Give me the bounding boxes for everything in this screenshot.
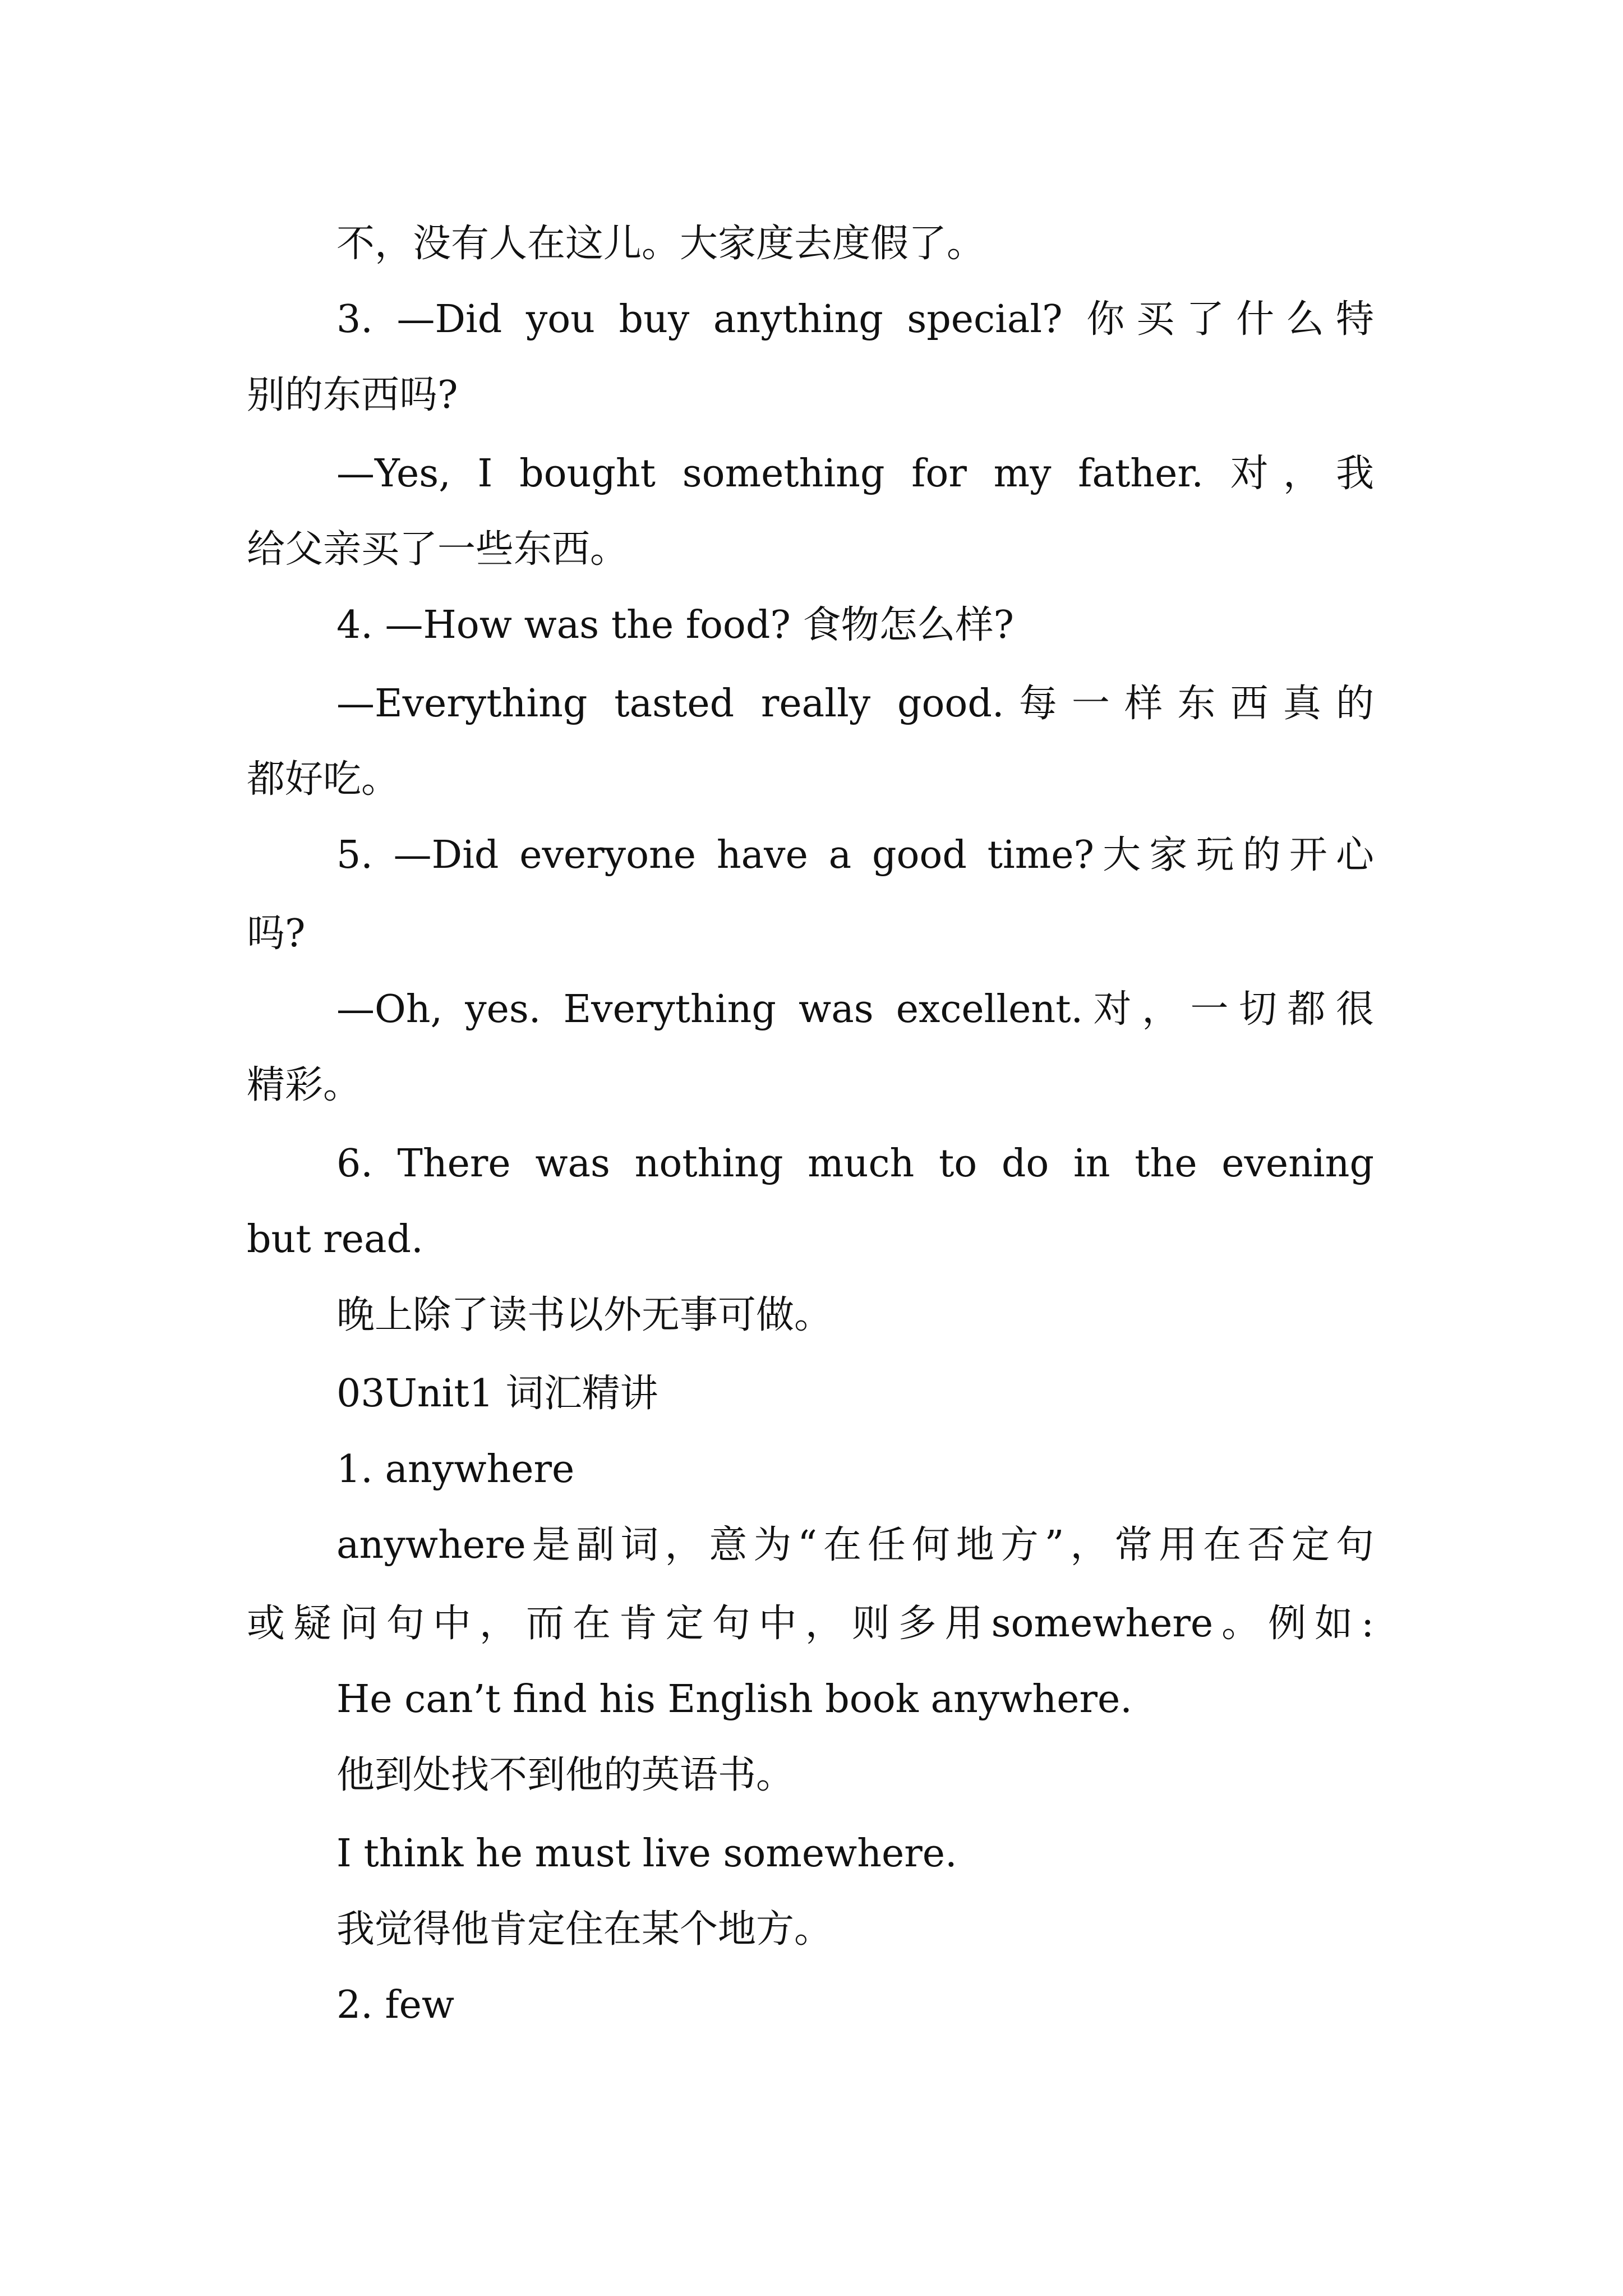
text-line: 别的东西吗? [247, 373, 458, 417]
text-line: but read. [247, 1217, 423, 1262]
text-line: 精彩。 [247, 1063, 362, 1107]
text-line: 3. —Did you buy anything special? 你买了什么特 [336, 297, 1374, 342]
text-line: 晚上除了读书以外无事可做。 [336, 1293, 833, 1337]
text-line: —Oh, yes. Everything was excellent.对，一切都很 [336, 987, 1374, 1032]
text-line: He can’t find his English book anywhere. [336, 1677, 1132, 1722]
text-line: 吗? [247, 912, 306, 956]
text-line: —Everything tasted really good.每一样东西真的 [336, 682, 1374, 726]
text-line: 都好吃。 [247, 757, 400, 802]
text-line: 他到处找不到他的英语书。 [336, 1753, 795, 1797]
text-line: 给父亲买了一些东西。 [247, 527, 629, 572]
text-line: —Yes, I bought something for my father. 对，我 [336, 452, 1374, 496]
text-line: 6. There was nothing much to do in the evening [336, 1142, 1374, 1186]
text-line: 5. —Did everyone have a good time?大家玩的开心 [336, 833, 1374, 877]
section-heading: 03Unit1 词汇精讲 [336, 1372, 658, 1416]
text-line: I think he must live somewhere. [336, 1832, 957, 1876]
text-line: 我觉得他肯定住在某个地方。 [336, 1907, 833, 1952]
text-line: 2. few [336, 1983, 455, 2027]
text-line: 1. anywhere [336, 1447, 575, 1492]
text-line: 4. —How was the food? 食物怎么样? [336, 603, 1014, 647]
text-line: 不，没有人在这儿。大家度去度假了。 [336, 222, 985, 266]
text-line: anywhere是副词，意为“在任何地方”，常用在否定句 [336, 1523, 1374, 1567]
text-line: 或疑问句中，而在肯定句中，则多用somewhere。例如: [247, 1602, 1374, 1646]
